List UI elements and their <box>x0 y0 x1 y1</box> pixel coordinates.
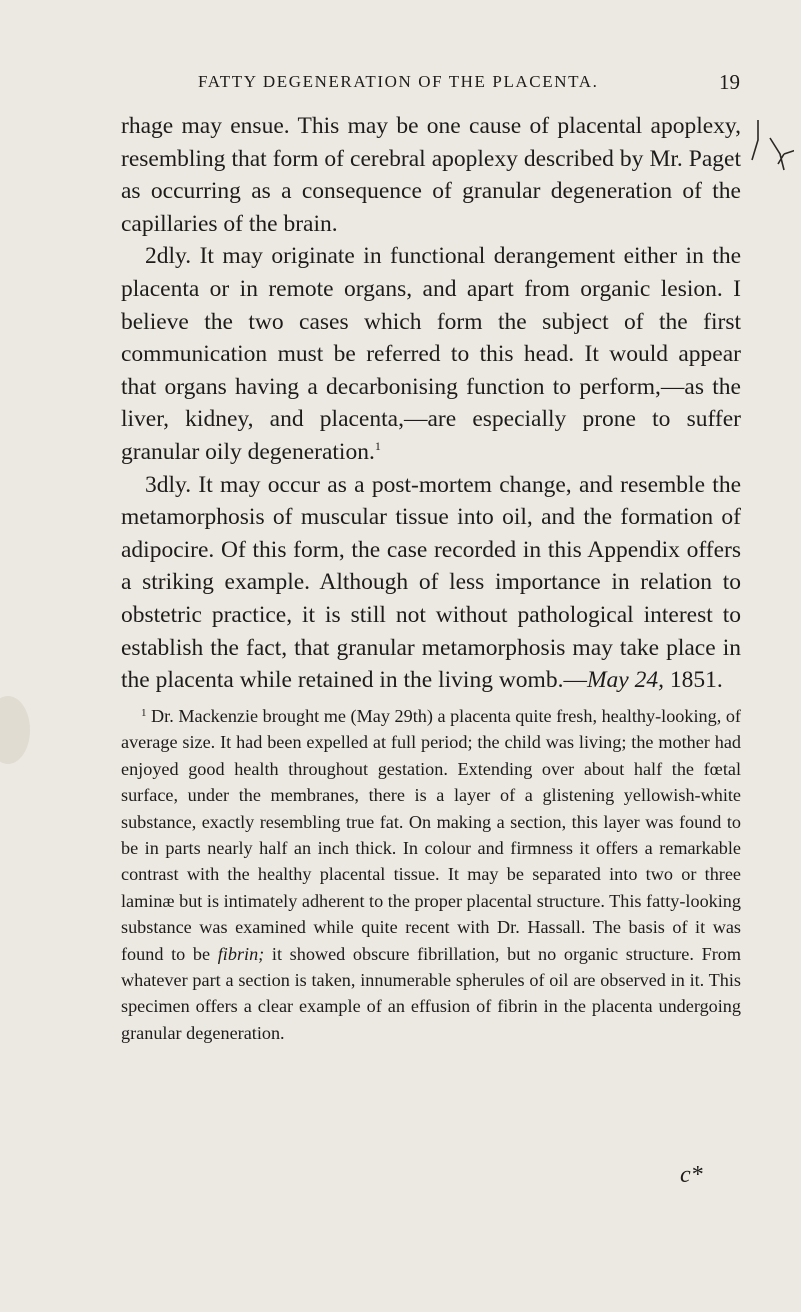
footnote-marker: 1 <box>141 707 147 719</box>
date-text: May 24, <box>586 667 664 694</box>
paragraph-2 <box>121 240 741 468</box>
footnote-reference: 1 <box>374 438 381 453</box>
paragraph-3-text: 3dly. It may occur as a post-mortem change, and resemble the metamorphosis of muscular tissue into oil, and the formation of adipocire. Of this form, the case recorded in this Appendix offers a striking example. Although of less importance in relation to obstetric practice, it is still not without pathological interest to establish the fact, that granular metamorphosis may take place in the placenta while retained in the living womb.— <box>121 471 741 694</box>
running-title: FATTY DEGENERATION OF THE PLACENTA. <box>198 72 599 91</box>
paragraph-3 <box>121 469 741 697</box>
year-text: 1851. <box>663 667 723 694</box>
margin-annotation-mark <box>744 114 794 194</box>
footnote-text-b: it showed obscure fibrillation, but no organic structure. From whatever part a section is taken, innumerable spherules of oil are observed in it. This specimen offers a clear example of an effusion of fibrin in the placenta undergoing granular degeneration. <box>121 943 741 1043</box>
body-text <box>121 110 741 697</box>
page-number: 19 <box>719 70 740 94</box>
footnote-italic: fibrin; <box>217 943 265 964</box>
paragraph-1: rhage may ensue. This may be one cause of placental apoplexy, resembling that form of cerebral apoplexy described by Mr. Paget as occurring as a consequence of granular degeneration of the capillaries of the brain. <box>121 113 741 237</box>
paragraph-2-text: 2dly. It may originate in functional derangement either in the placenta or in remote organs, and apart from organic lesion. I believe the two cases which form the subject of the first communication must be referred to this head. It would appear that organs having a decarbonising function to perform,—as the liver, kidney, and placenta,—are especially prone to suffer granular oily degeneration. <box>121 243 741 465</box>
footnote <box>121 703 741 1046</box>
signature-mark: c* <box>680 1162 703 1188</box>
footnote-text-a: Dr. Mackenzie brought me (May 29th) a placenta quite fresh, healthy-looking, of average size. It had been expelled at full period; the child was living; the mother had enjoyed good health throughout gestation. Extending over about half the fœtal surface, under the membranes, there is a layer of a glistening yellowish-white substance, exactly resembling true fat. On making a section, this layer was found to be in parts nearly half an inch thick. In colour and firmness it offers a remarkable contrast with the healthy placental tissue. It may be separated into two or three laminæ but is intimately adherent to the proper placental structure. This fatty-looking substance was examined while quite recent with Dr. Hassall. The basis of it was found to be <box>121 706 741 964</box>
page-stain <box>0 660 40 780</box>
